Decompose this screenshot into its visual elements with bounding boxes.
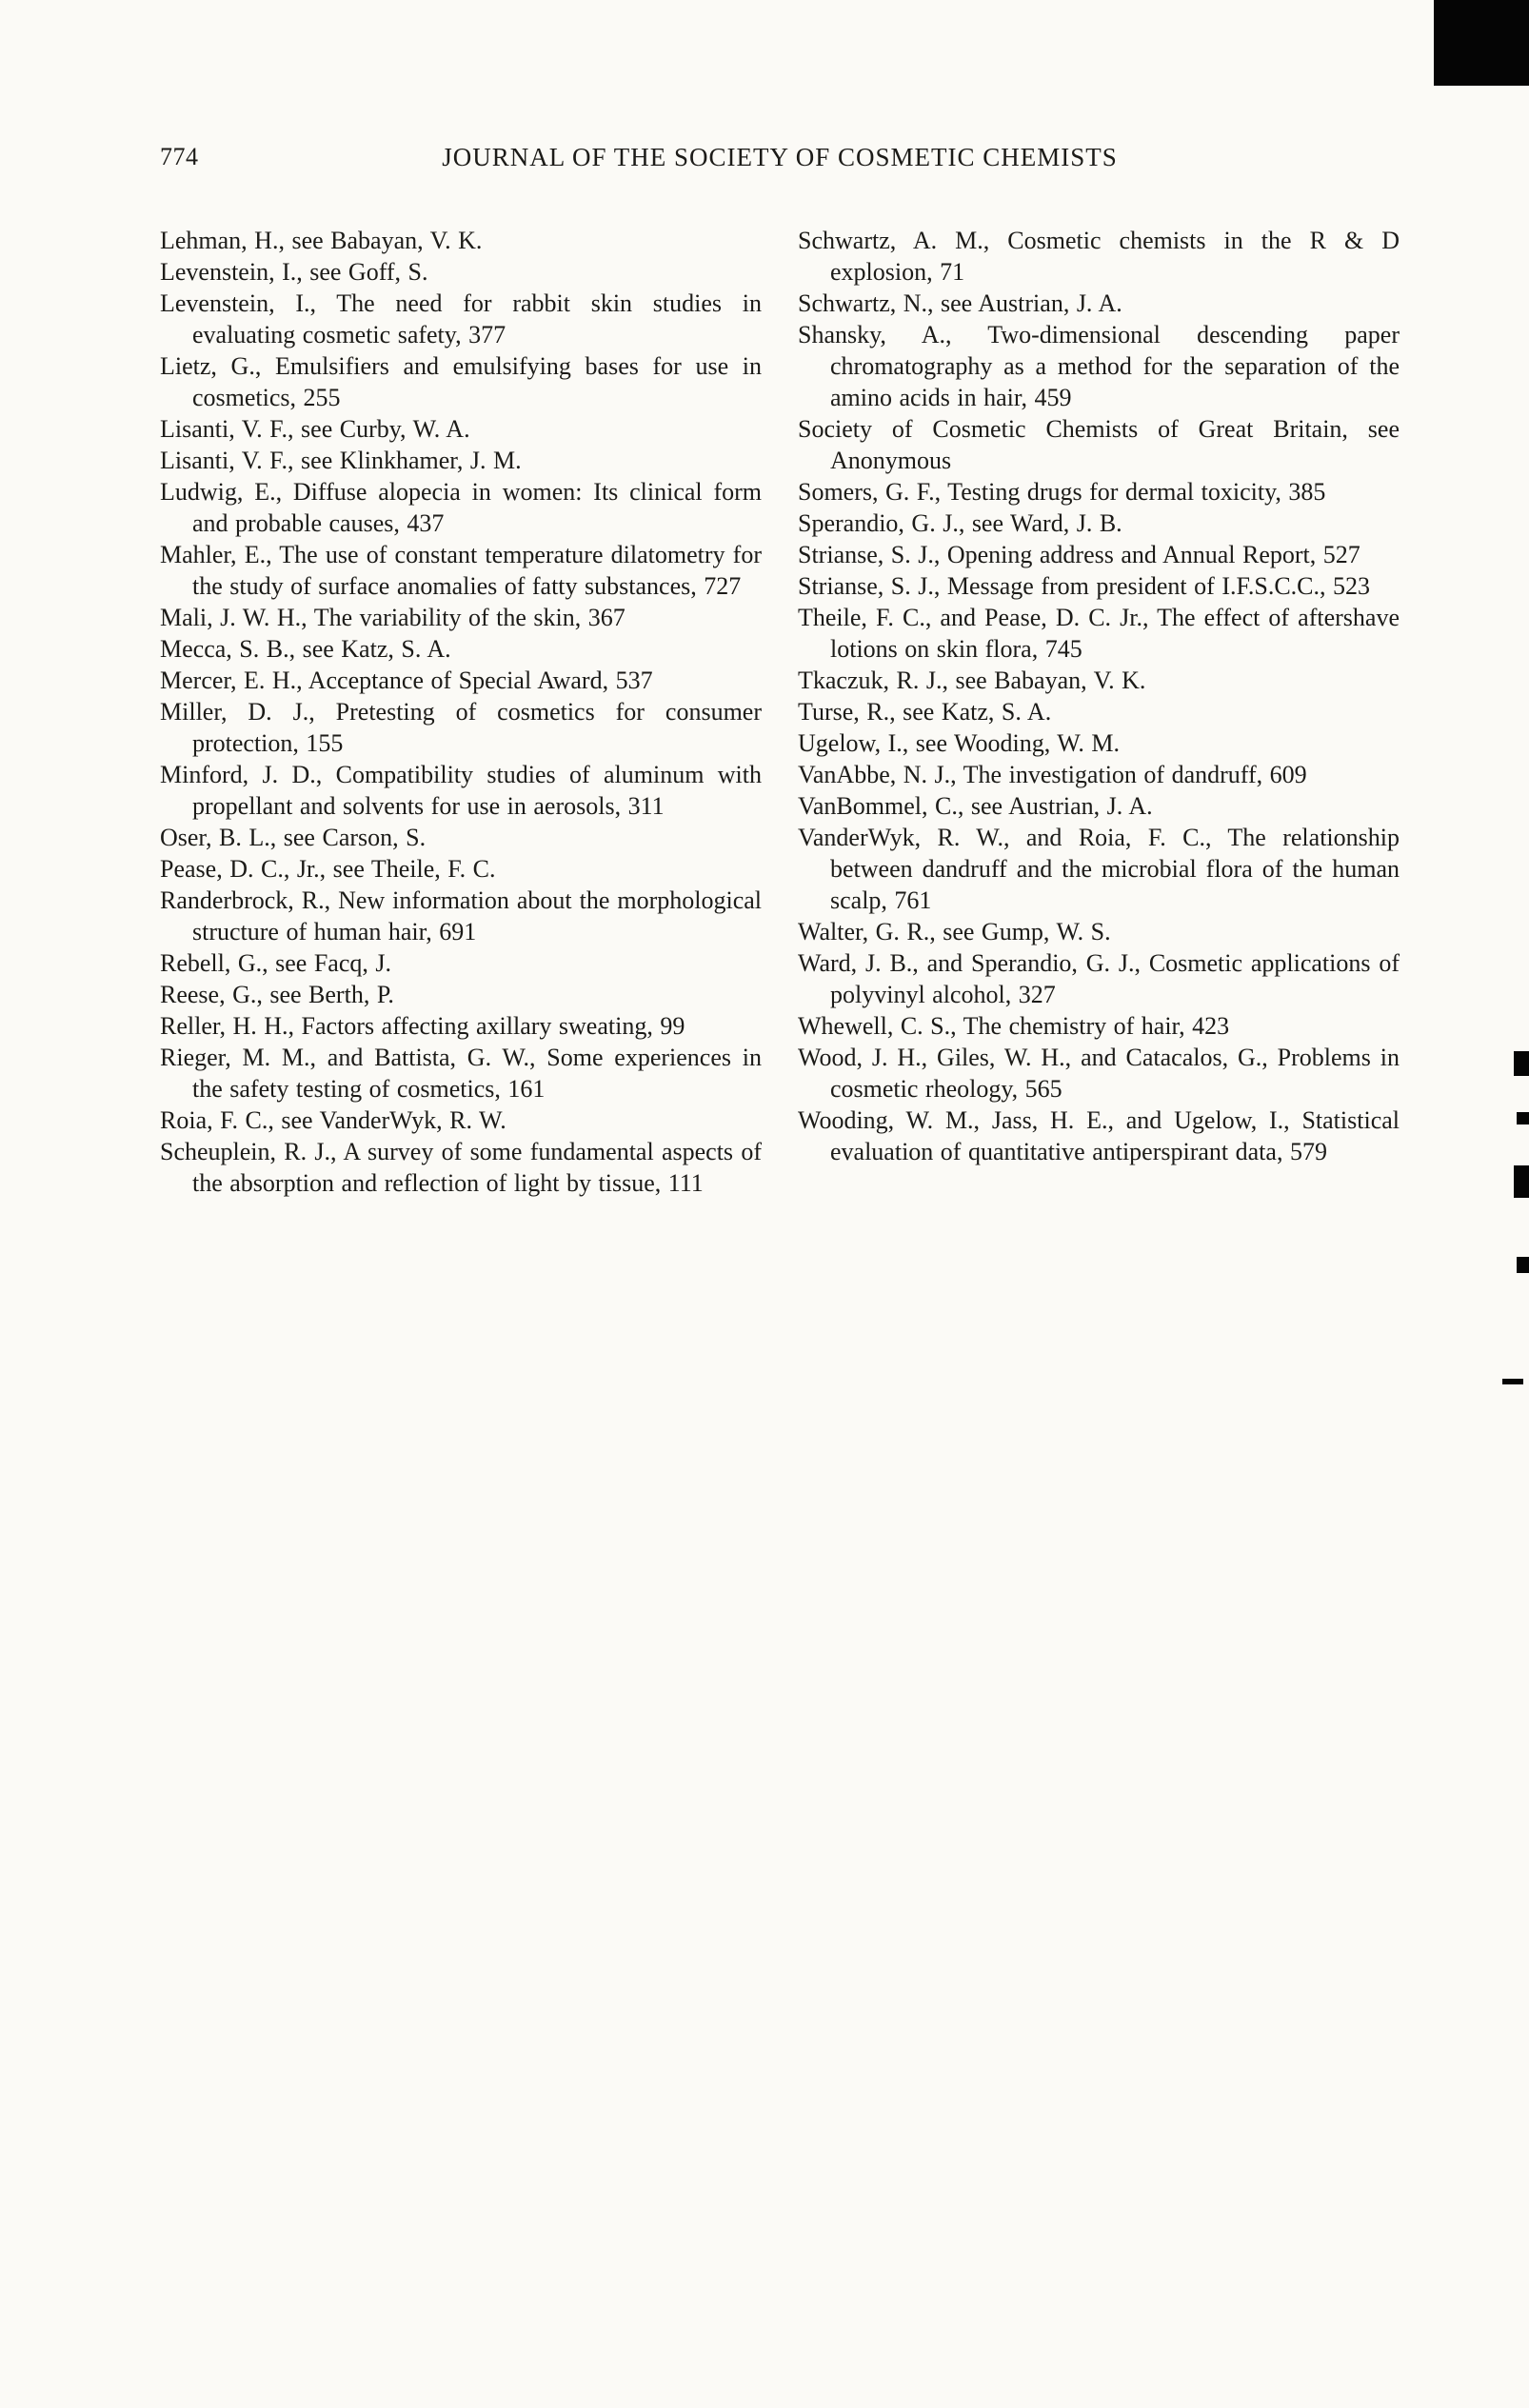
index-entry: Lehman, H., see Babayan, V. K. <box>160 227 483 254</box>
index-entry: Levenstein, I., The need for rabbit skin studies in evaluating cosmetic safety, 377 <box>160 289 762 348</box>
scan-artifact-corner <box>1434 0 1529 86</box>
index-entry: Theile, F. C., and Pease, D. C. Jr., The effect of aftershave lotions on skin flora, 745 <box>798 604 1400 663</box>
index-entry: Rebell, G., see Facq, J. <box>160 949 392 977</box>
scan-artifact-tick <box>1517 1112 1529 1124</box>
index-entry: Lisanti, V. F., see Curby, W. A. <box>160 415 470 443</box>
scan-artifact-tick <box>1514 1051 1529 1076</box>
page-content <box>160 143 1400 1199</box>
index-entry: Walter, G. R., see Gump, W. S. <box>798 918 1111 945</box>
page-number: 774 <box>160 143 199 170</box>
index-entry: Strianse, S. J., Opening address and Annual Report, 527 <box>798 541 1360 568</box>
index-entry: Ugelow, I., see Wooding, W. M. <box>798 729 1120 757</box>
index-entry: Sperandio, G. J., see Ward, J. B. <box>798 509 1122 537</box>
index-entry: Levenstein, I., see Goff, S. <box>160 258 428 286</box>
index-entry: Ludwig, E., Diffuse alopecia in women: Its clinical form and probable causes, 437 <box>160 478 762 537</box>
index-entry: Reller, H. H., Factors affecting axillary sweating, 99 <box>160 1012 685 1040</box>
index-entry: Schwartz, N., see Austrian, J. A. <box>798 289 1122 317</box>
index-entry: Oser, B. L., see Carson, S. <box>160 824 427 851</box>
index-entry: Miller, D. J., Pretesting of cosmetics for consumer protection, 155 <box>160 698 762 757</box>
index-entry: Wood, J. H., Giles, W. H., and Catacalos, G., Problems in cosmetic rheology, 565 <box>798 1044 1400 1103</box>
index-entry: Whewell, C. S., The chemistry of hair, 423 <box>798 1012 1230 1040</box>
index-entry: Mecca, S. B., see Katz, S. A. <box>160 635 451 663</box>
scan-artifact-tick <box>1517 1257 1529 1273</box>
index-entry: Minford, J. D., Compatibility studies of aluminum with propellant and solvents for use in aerosols, 311 <box>160 761 762 820</box>
index-entry: Somers, G. F., Testing drugs for dermal toxicity, 385 <box>798 478 1326 506</box>
index-entry: VanderWyk, R. W., and Roia, F. C., The relationship between dandruff and the microbial flora of the human scalp, 761 <box>798 824 1400 914</box>
index-entry: Rieger, M. M., and Battista, G. W., Some experiences in the safety testing of cosmetics, 161 <box>160 1044 762 1103</box>
index-entry: Shansky, A., Two-dimensional descending paper chromatography as a method for the separation of the amino acids in hair, 459 <box>798 321 1400 411</box>
index-column-left <box>160 225 762 1199</box>
journal-title: JOURNAL OF THE SOCIETY OF COSMETIC CHEMISTS <box>442 143 1118 171</box>
index-entry: Ward, J. B., and Sperandio, G. J., Cosmetic applications of polyvinyl alcohol, 327 <box>798 949 1400 1008</box>
scan-artifact-tick <box>1514 1165 1529 1198</box>
index-entry: Mercer, E. H., Acceptance of Special Award, 537 <box>160 667 653 694</box>
index-entry: Mahler, E., The use of constant temperature dilatometry for the study of surface anomalies of fatty substances, 727 <box>160 541 762 600</box>
page-header <box>160 143 1400 181</box>
index-entry: VanAbbe, N. J., The investigation of dandruff, 609 <box>798 761 1307 788</box>
index-columns <box>160 225 1400 1199</box>
index-entry: Wooding, W. M., Jass, H. E., and Ugelow, I., Statistical evaluation of quantitative antiperspirant data, 579 <box>798 1106 1400 1165</box>
index-entry: Turse, R., see Katz, S. A. <box>798 698 1052 726</box>
index-entry: Mali, J. W. H., The variability of the skin, 367 <box>160 604 626 631</box>
index-entry: Pease, D. C., Jr., see Theile, F. C. <box>160 855 496 883</box>
index-entry: Reese, G., see Berth, P. <box>160 981 394 1008</box>
index-entry: Tkaczuk, R. J., see Babayan, V. K. <box>798 667 1146 694</box>
scan-artifact-dash <box>1502 1379 1523 1384</box>
index-entry: Society of Cosmetic Chemists of Great Britain, see Anonymous <box>798 415 1400 474</box>
index-entry: Schwartz, A. M., Cosmetic chemists in the R & D explosion, 71 <box>798 227 1400 286</box>
index-entry: Scheuplein, R. J., A survey of some fundamental aspects of the absorption and reflection of light by tissue, 111 <box>160 1138 762 1197</box>
index-entry: Strianse, S. J., Message from president of I.F.S.C.C., 523 <box>798 572 1370 600</box>
index-entry: Lisanti, V. F., see Klinkhamer, J. M. <box>160 447 522 474</box>
index-entry: Randerbrock, R., New information about the morphological structure of human hair, 691 <box>160 886 762 945</box>
index-entry: VanBommel, C., see Austrian, J. A. <box>798 792 1153 820</box>
index-entry: Roia, F. C., see VanderWyk, R. W. <box>160 1106 506 1134</box>
index-column-right <box>798 225 1400 1199</box>
index-entry: Lietz, G., Emulsifiers and emulsifying bases for use in cosmetics, 255 <box>160 352 762 411</box>
